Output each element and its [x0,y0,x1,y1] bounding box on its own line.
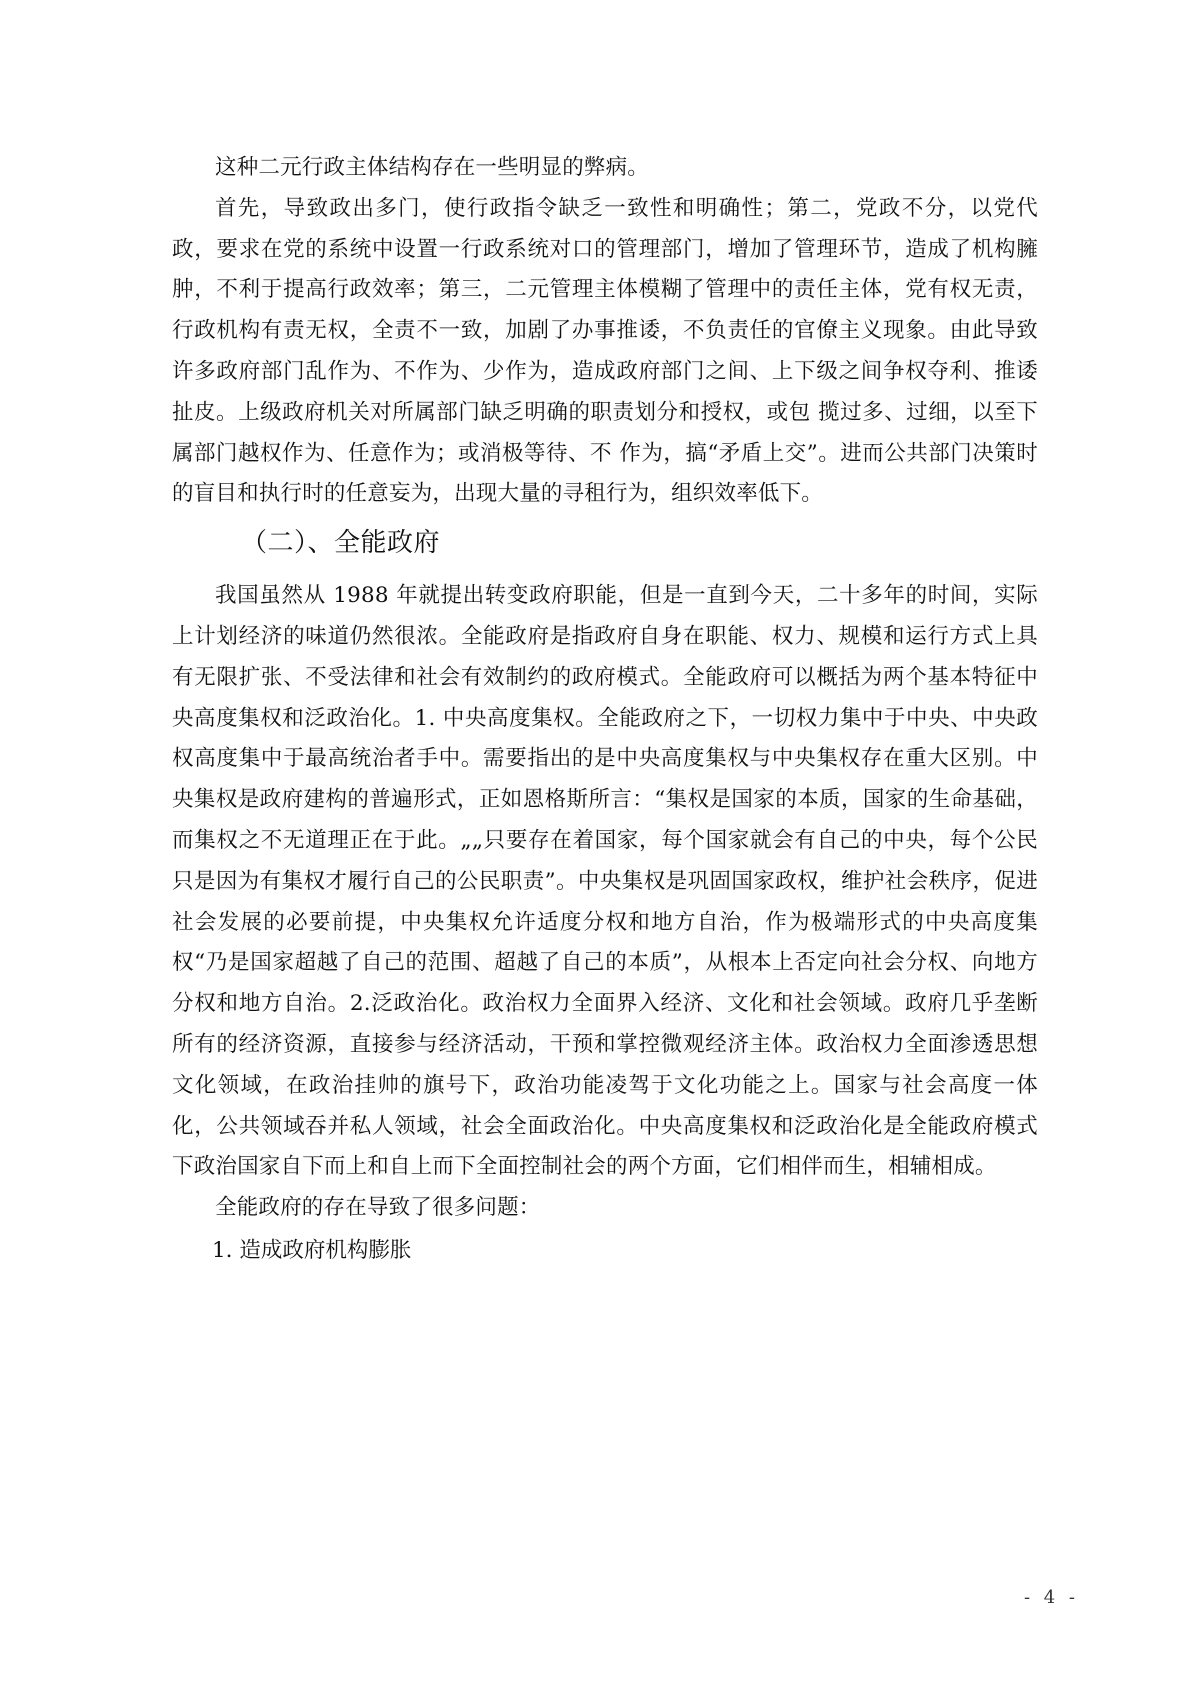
paragraph-intro: 这种二元行政主体结构存在一些明显的弊病。 [215,155,650,180]
paragraph-omnipotent-government: 我国虽然从 1988 年就提出转变政府职能，但是一直到今天，二十多年的时间，实际上计划经济的味道仍然很浓。全能政府是指政府自身在职能、权力、规模和运行方式上具有无限扩张、不受法律和社会有效制约的政府模式。全能政府可以概括为两个基本特征中央高度集权和泛政治化。1. 中央高度集权。全能政府之下，一切权力集中于中央、中央政权高度集中于最高统治者手中。需要指出的是中央高度集权与中央集权存在重大区别。中央集权是政府建构的普遍形式，正如恩格斯所言：“集权是国家的本质，国家的生命基础，而集权之不无道理正在于此。„„只要存在着国家，每个国家就会有自己的中央，每个公民只是因为有集权才履行自己的公民职责”。中央集权是巩固国家政权，维护社会秩序，促进社会发展的必要前提，中央集权允许适度分权和地方自治，作为极端形式的中央高度集权“乃是国家超越了自己的范围、超越了自己的本质”，从根本上否定向社会分权、向地方分权和地方自治。2.泛政治化。政治权力全面界入经济、文化和社会领域。政府几乎垄断所有的经济资源，直接参与经济活动，干预和掌控微观经济主体。政治权力全面渗透思想文化领域，在政治挂帅的旗号下，政治功能凌驾于文化功能之上。国家与社会高度一体化，公共领域吞并私人领域，社会全面政治化。中央高度集权和泛政治化是全能政府模式下政治国家自下而上和自上而下全面控制社会的两个方面，它们相伴而生，相辅相成。 [172,583,1038,1180]
page-body [172,148,1038,1273]
paragraph-issues-lead: 全能政府的存在导致了很多问题： [215,1195,541,1221]
section-heading: （二）、全能政府 [241,528,441,559]
page-number: - 4 - [1023,1587,1079,1608]
paragraph-problems: 首先，导致政出多门，使行政指令缺乏一致性和明确性；第二，党政不分，以党代政，要求在党的系统中设置一行政系统对口的管理部门，增加了管理环节，造成了机构臃肿，不利于提高行政效率；第三，二元管理主体模糊了管理中的责任主体，党有权无责，行政机构有责无权，全责不一致，加剧了办事推诿，不负责任的官僚主义现象。由此导致许多政府部门乱作为、不作为、少作为，造成政府部门之间、上下级之间争权夺利、推诿扯皮。上级政府机关对所属部门缺乏明确的职责划分和授权，或包 揽过多、过细，以至下属部门越权作为、任意作为；或消极等待、不 作为，搞“矛盾上交”。进而公共部门决策时的盲目和执行时的任意妄为，出现大量的寻租行为，组织效率低下。 [172,195,1038,507]
list-item-1: 1. 造成政府机构膨胀 [212,1237,412,1263]
